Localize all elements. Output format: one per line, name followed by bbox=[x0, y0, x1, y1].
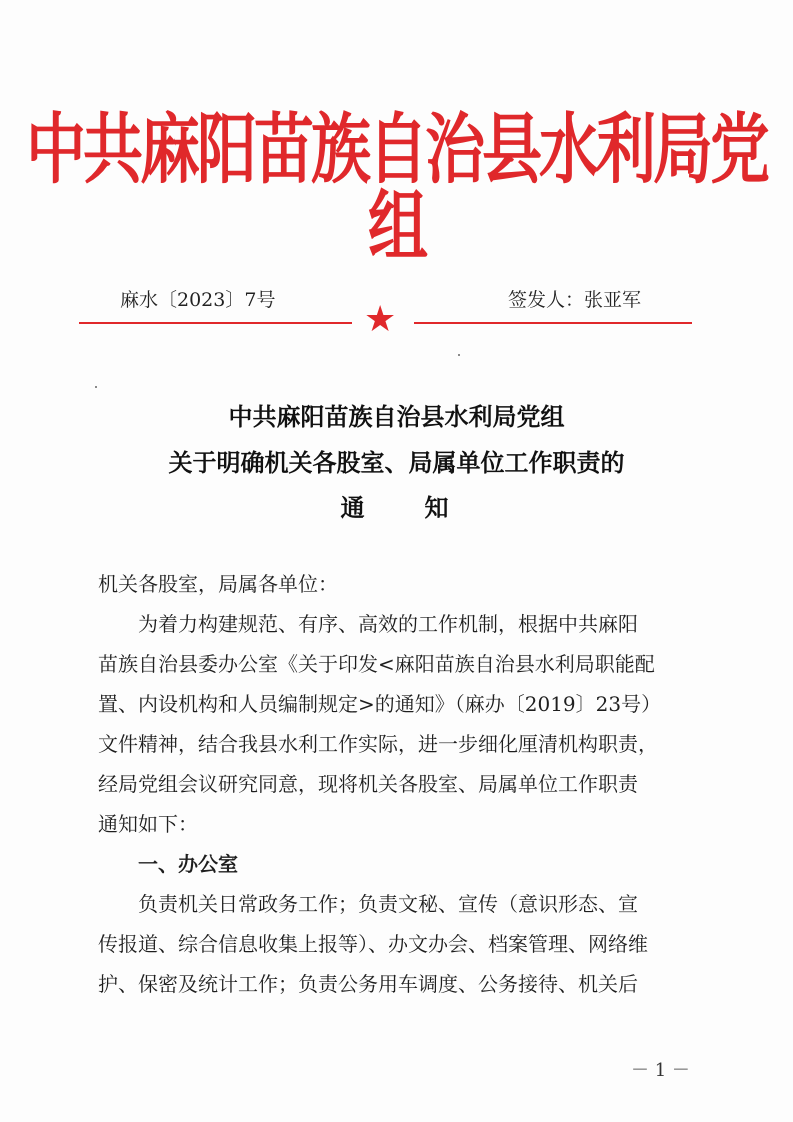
notice-title-line-3: 通 知 bbox=[340, 493, 453, 522]
scan-speck bbox=[95, 386, 97, 388]
body-text-line: 通知如下： bbox=[98, 812, 198, 836]
notice-title-line-1: 中共麻阳苗族自治县水利局党组 bbox=[228, 402, 565, 431]
salutation: 机关各股室，局属各单位： bbox=[98, 572, 338, 596]
body-text-line: 苗族自治县委办公室《关于印发<麻阳苗族自治县水利局职能配 bbox=[98, 652, 655, 676]
notice-title-line-2: 关于明确机关各股室、局属单位工作职责的 bbox=[168, 448, 625, 477]
scan-speck bbox=[458, 354, 460, 356]
body-text-line: 负责机关日常政务工作；负责文秘、宣传（意识形态、宣 bbox=[98, 892, 638, 916]
document-number: 麻水〔2023〕7号 bbox=[120, 289, 276, 311]
body-text-line: 护、保密及统计工作；负责公务用车调度、公务接待、机关后 bbox=[98, 972, 638, 996]
red-masthead: 中共麻阳苗族自治县水利局党组 bbox=[26, 105, 767, 272]
red-rule-left bbox=[79, 322, 352, 324]
issuer-signature: 签发人：张亚军 bbox=[508, 289, 642, 311]
page-number: － 1 － bbox=[631, 1060, 690, 1081]
body-text-line: 经局党组会议研究同意，现将机关各股室、局属单位工作职责 bbox=[98, 772, 638, 796]
body-text-line: 置、内设机构和人员编制规定>的通知》（麻办〔2019〕23号） bbox=[98, 692, 662, 716]
body-text-line: 文件精神，结合我县水利工作实际，进一步细化厘清机构职责， bbox=[98, 732, 658, 756]
section-heading-office: 一、办公室 bbox=[98, 852, 238, 876]
red-rule-right bbox=[414, 322, 692, 324]
red-star-icon: ★ bbox=[364, 299, 397, 340]
body-text-line: 传报道、综合信息收集上报等）、办文办会、档案管理、网络维 bbox=[98, 932, 648, 956]
body-text-line: 为着力构建规范、有序、高效的工作机制，根据中共麻阳 bbox=[98, 612, 638, 636]
